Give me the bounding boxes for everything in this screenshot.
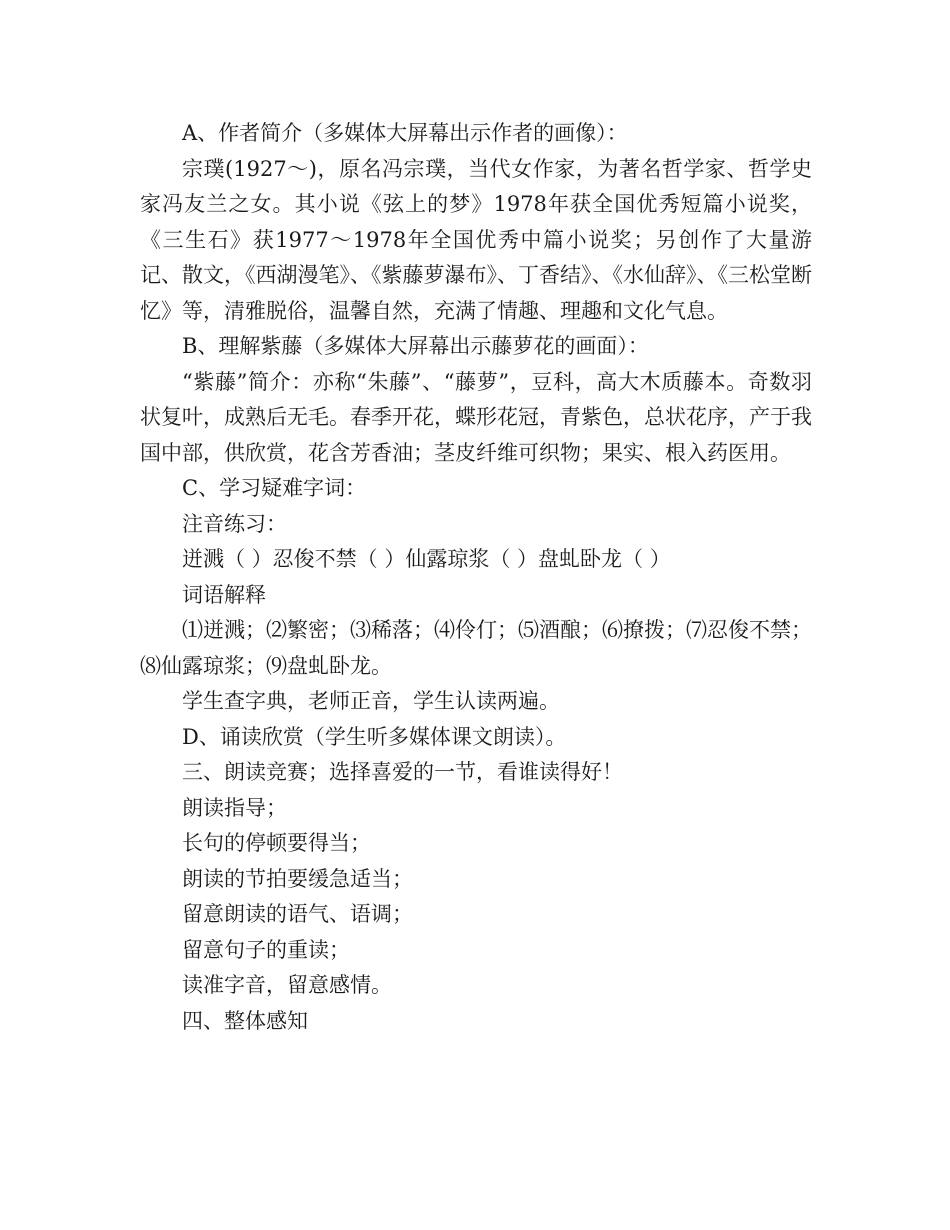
section-c-heading: C、学习疑难字词： — [182, 476, 367, 500]
guidance-item-pause: 长句的停顿要得当； — [182, 831, 371, 855]
reading-guidance-label: 朗读指导； — [182, 795, 287, 820]
guidance-item-pronunciation: 读准字音，留意感情。 — [182, 973, 392, 997]
section-b-heading: B、理解紫藤（多媒体大屏幕出示藤萝花的画面）： — [182, 334, 649, 358]
guidance-item-rhythm: 朗读的节拍要缓急适当； — [182, 866, 413, 891]
guidance-item-stress: 留意句子的重读； — [182, 937, 350, 962]
section-d-heading: D、诵读欣赏（学生听多媒体课文朗读）。 — [182, 724, 567, 749]
guidance-item-tone: 留意朗读的语气、语调； — [182, 902, 413, 926]
section-four-heading: 四、整体感知 — [182, 1008, 308, 1033]
vocabulary-label: 词语解释 — [182, 582, 266, 607]
pinyin-exercise-items: 迸溅（ ）忍俊不禁（ ）仙露琼浆（ ）盘虬卧龙（ ） — [182, 547, 671, 571]
dictionary-instruction: 学生查字典，老师正音，学生认读两遍。 — [182, 689, 560, 713]
wisteria-intro-paragraph: “紫藤”简介：亦称“朱藤”、“藤萝”，豆科，高大木质藤本。奇数羽状复叶，成熟后无毛。春季开花，蝶形花冠，青紫色，总状花序，产于我国中部，供欣赏，花含芳香油；茎皮纤维可织物；果实、根入药医用。 — [140, 369, 812, 465]
section-a-heading: A、作者简介（多媒体大屏幕出示作者的画像）： — [182, 121, 628, 145]
section-three-heading: 三、朗读竞赛；选择喜爱的一节，看谁读得好！ — [182, 760, 623, 784]
author-intro-paragraph: 宗璞(1927～)，原名冯宗璞，当代女作家，为著名哲学家、哲学史家冯友兰之女。其小说《弦上的梦》1978年获全国优秀短篇小说奖，《三生石》获1977～1978年全国优秀中篇小说奖；另创作了大量游记、散文，《西湖漫笔》、《紫藤萝瀑布》、丁香结》、《水仙辞》、《三松堂断忆》等，清雅脱俗，温馨自然，充满了情趣、理趣和文化气息。 — [140, 156, 812, 323]
vocabulary-list: ⑴迸溅；⑵繁密；⑶稀落；⑷伶仃；⑸酒酿；⑹撩拨；⑺忍俊不禁；⑻仙露琼浆；⑼盘虬卧龙。 — [140, 618, 812, 678]
pinyin-exercise-label: 注音练习： — [182, 511, 287, 536]
